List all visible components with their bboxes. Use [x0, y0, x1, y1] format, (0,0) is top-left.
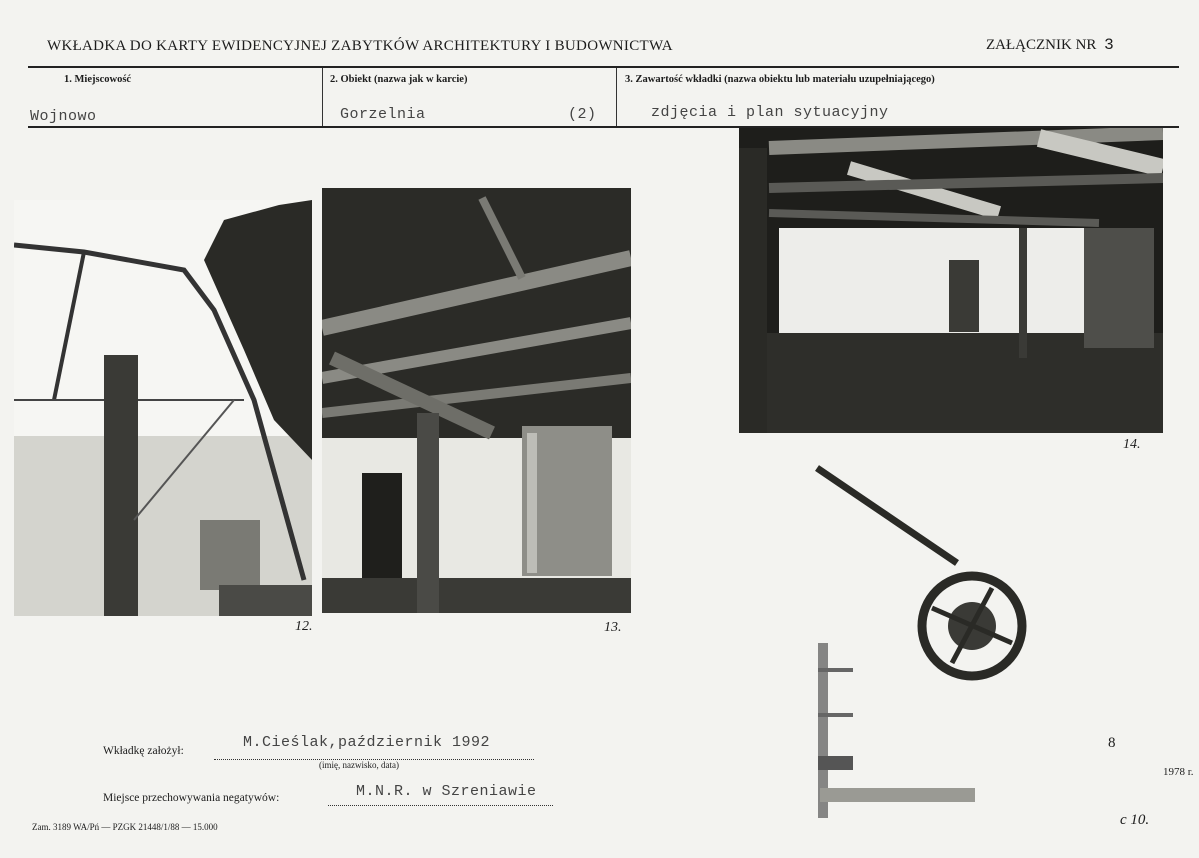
photo-14 [739, 128, 1163, 433]
locality-label: 1. Miejscowość [64, 74, 132, 85]
photo-14-number: 14. [1123, 437, 1141, 452]
divider-1 [322, 68, 323, 128]
storage-value: M.N.R. w Szreniawie [356, 783, 537, 800]
storage-label: Miejsce przechowywania negatywów: [103, 792, 280, 804]
content-value: zdjęcia i plan sytuacyjny [651, 104, 889, 121]
annex-label-group [986, 36, 1114, 54]
object-value: Gorzelnia [340, 106, 426, 123]
content-label: 3. Zawartość wkładki (nazwa obiektu lub materiału uzupełniającego) [625, 74, 935, 85]
created-hint: (imię, nazwisko, data) [319, 760, 399, 770]
object-number: (2) [568, 106, 597, 123]
created-label: Wkładkę założył: [103, 745, 184, 757]
photo-wheel [812, 458, 1052, 818]
object-label: 2. Obiekt (nazwa jak w karcie) [330, 74, 468, 85]
form-title: WKŁADKA DO KARTY EWIDENCYJNEJ ZABYTKÓW ARCHITEKTURY I BUDOWNICTWA [47, 38, 673, 54]
photo-13-number: 13. [604, 620, 622, 635]
created-value: M.Cieślak,październik 1992 [243, 734, 491, 751]
locality-value: Wojnowo [30, 108, 97, 125]
year-label: 1978 r. [1163, 766, 1194, 778]
annex-label: ZAŁĄCZNIK NR [986, 37, 1097, 53]
right-mark: 8 [1108, 735, 1116, 751]
photo-12 [14, 200, 312, 616]
divider-2 [616, 68, 617, 128]
print-info: Zam. 3189 WA/Pń — PZGK 21448/1/88 — 15.000 [32, 822, 218, 832]
photo-12-number: 12. [295, 619, 313, 634]
photo-13 [322, 188, 631, 613]
annex-number: 3 [1104, 36, 1114, 54]
top-rule [28, 66, 1179, 68]
page-mark: c 10. [1120, 812, 1150, 828]
storage-line [328, 804, 553, 806]
